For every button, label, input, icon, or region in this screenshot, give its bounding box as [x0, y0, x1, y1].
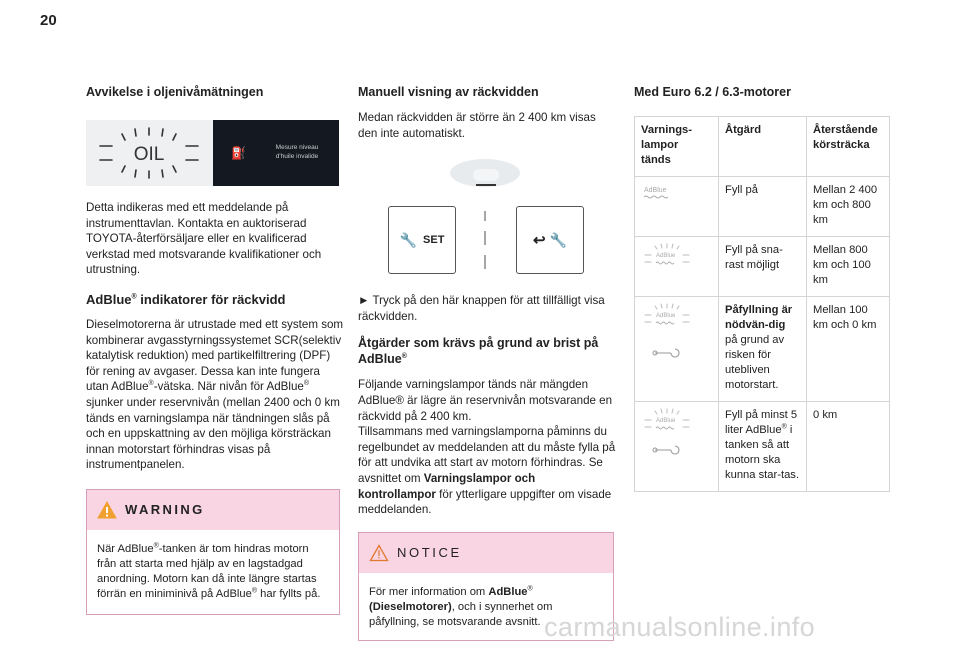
table-header-row: [635, 117, 890, 177]
wrench-icon: 🔧: [549, 231, 567, 248]
section-heading-manual-range: Manuell visning av räckvidden: [358, 85, 539, 99]
set-button-illustration: [386, 159, 584, 279]
adblue-range-table: [634, 116, 890, 492]
column-1: [86, 84, 344, 615]
svg-text:AdBlue: AdBlue: [656, 418, 676, 424]
table-row: AdBlue Fyll på Mellan 2 400 km och 800 km: [635, 177, 890, 237]
display-indicator-icon: [472, 167, 500, 187]
warning-label: WARNING: [125, 502, 205, 518]
column-2: [358, 84, 616, 641]
oil-warning-symbol: [86, 120, 213, 186]
set-button[interactable]: 🔧 SET: [388, 206, 456, 274]
oil-can-icon: ⛽: [231, 146, 246, 160]
return-wrench-button[interactable]: [516, 206, 584, 274]
warning-triangle-icon: [97, 501, 117, 519]
svg-text:OIL: OIL: [133, 144, 165, 165]
header-warning-lamps: Varnings- lampor tänds: [635, 117, 719, 177]
svg-text:AdBlue: AdBlue: [644, 187, 667, 194]
header-remaining-range: Återstående körsträcka: [807, 117, 890, 177]
section-heading-adblue: AdBlue® indikatorer för räckvidd: [86, 291, 286, 307]
warning-box: [86, 489, 340, 615]
notice-triangle-icon: [369, 544, 389, 562]
notice-header: [359, 533, 613, 573]
oil-paragraph: Detta indikeras med ett meddelande på instrumenttavlan. Kontakta en auktoriserad TOYOTA-återförsäljare eller en kvalificerad verkstad med motsvarande kvalifikationer och utrustning.: [86, 201, 322, 277]
adblue-lamp-icon: [635, 177, 719, 237]
header-action: Åtgärd: [719, 117, 807, 177]
manual-range-paragraph: Medan räckvidden är större än 2 400 km visas den inte automatiskt.: [358, 111, 596, 140]
table-row: AdBlue Fyll på sna-rast möjligt Mellan 800 km och 100 km: [635, 237, 890, 297]
oil-message-display: [213, 120, 339, 186]
section-heading-adblue-actions: Åtgärder som krävs på grund av brist på AdBlue®: [358, 336, 599, 367]
adblue-actions-paragraph: Följande varningslampor tänds när mängden AdBlue® är lägre än reservnivån motsvarande en räckvidd på 2 400 km. Tillsammans med varningslamporna påminns du regelbundet av meddelanden att du måste fylla på för att undvika att start av motorn förhindras. Se avsnittet om Varningslampor och kontrollampor för ytterligare uppgifter om visade meddelanden.: [358, 378, 616, 517]
column-3: [634, 84, 890, 492]
section-heading-euro: Med Euro 6.2 / 6.3-motorer: [634, 85, 791, 99]
watermark: carmanualsonline.info: [544, 612, 816, 642]
notice-label: NOTICE: [397, 545, 462, 561]
table-row: AdBlue Fyll på minst 5 liter AdBlue® i tanken så att motorn ska kunna star-tas. 0 km: [635, 402, 890, 492]
notice-text: För mer information om AdBlue® (Dieselmotorer), och i synnerhet om påfyllning, se motsvarande avsnitt.: [369, 584, 553, 628]
press-button-instruction: ► Tryck på den här knappen för att tillfälligt visa räckvidden.: [358, 294, 605, 323]
oil-display-message: Mesure niveau d'huile invalide: [275, 144, 319, 160]
table-row: AdBlue Påfyllning är nödvän-dig på grund av risken för utebliven motorstart. Mellan 100 km och 0 km: [635, 297, 890, 402]
warning-header: [87, 490, 339, 530]
adblue-lamp-flashing-icon: [635, 237, 719, 297]
page-number: 20: [40, 12, 57, 29]
adblue-paragraph: Dieselmotorerna är utrustade med ett system som kombinerar avgasstyrningssystemet SCR(selektiv katalytisk reduktion) med partikelfiltrering (DPF) för rening av avgaser. Dessa kan inte fungera utan AdBlue®-vätska. När nivån för AdBlue® sjunker under reservnivån (mellan 2400 och 0 km tänds en varningslampa när tändningen slås på och en uppskattning av den möjliga körsträckan innan motorstart förhindras visas på instrumentpanelen.: [86, 317, 344, 472]
divider-dashes: [482, 211, 488, 269]
oil-level-illustration: [86, 120, 339, 186]
warning-text: När AdBlue®-tanken är tom hindras motorn från att starta med hjälp av en lagstadgad anordning. Motorn kan då inte längre startas förrän en miniminivå på AdBlue® har fyllts på.: [97, 542, 321, 600]
wrench-icon: 🔧: [399, 231, 418, 248]
return-arrow-icon: ↩: [532, 232, 546, 250]
svg-text:AdBlue: AdBlue: [656, 253, 676, 259]
svg-text:AdBlue: AdBlue: [656, 313, 676, 319]
adblue-lamp-with-service-icon: [635, 402, 719, 492]
section-heading-oil: Avvikelse i oljenivåmätningen: [86, 85, 264, 99]
adblue-lamp-with-service-icon: [635, 297, 719, 402]
